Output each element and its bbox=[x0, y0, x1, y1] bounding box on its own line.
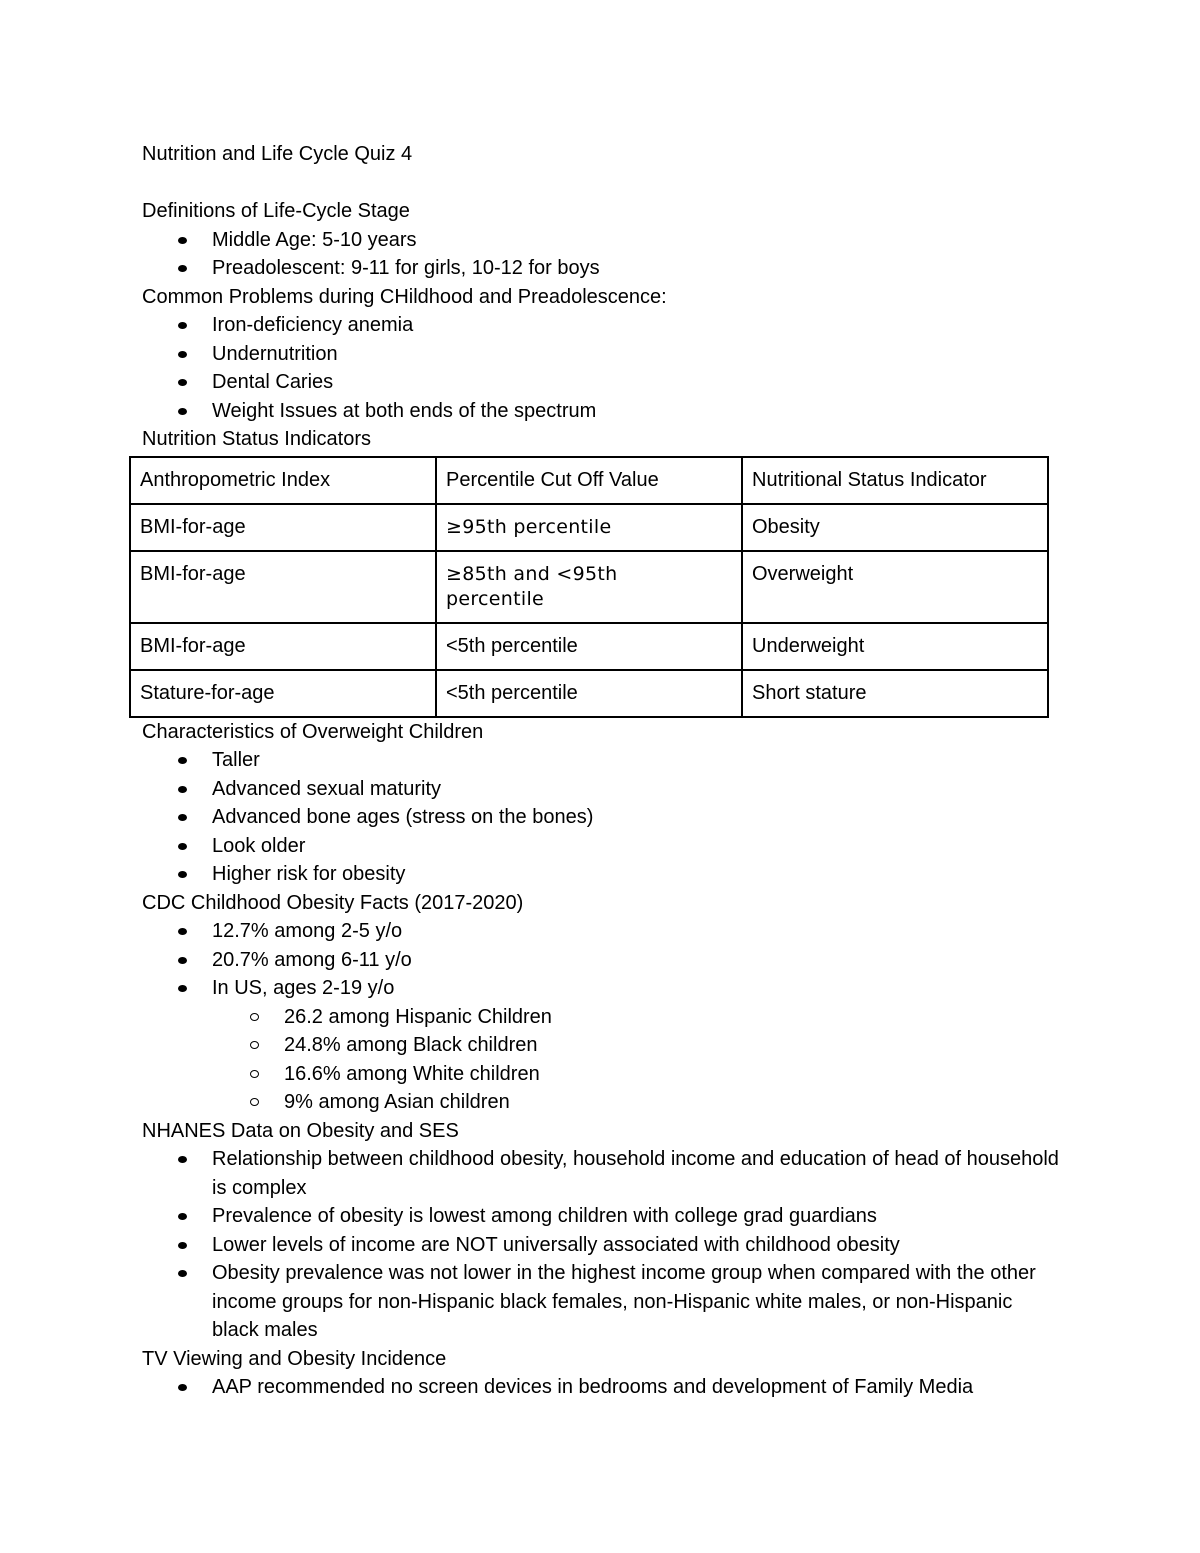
blank-line bbox=[142, 169, 1062, 198]
list-item: Look older bbox=[142, 832, 1062, 861]
bullet-icon bbox=[178, 265, 187, 272]
hollow-bullet-icon bbox=[250, 1098, 259, 1106]
tv-viewing-list bbox=[142, 1373, 1062, 1402]
list-item: Advanced bone ages (stress on the bones) bbox=[142, 803, 1062, 832]
table-cell: ≥85th and <95th percentile bbox=[436, 551, 742, 623]
cdc-facts-sublist bbox=[212, 1003, 1062, 1117]
list-item: Obesity prevalence was not lower in the highest income group when compared with the other income groups for non-Hispanic black females, non-Hispanic white males, or non-Hispanic black males bbox=[142, 1259, 1062, 1345]
bullet-icon bbox=[178, 985, 187, 992]
list-item: Dental Caries bbox=[142, 368, 1062, 397]
common-problems-list bbox=[142, 311, 1062, 425]
list-item: 12.7% among 2-5 y/o bbox=[142, 917, 1062, 946]
table-cell: Obesity bbox=[742, 504, 1048, 551]
table-row bbox=[130, 670, 1048, 717]
table-row bbox=[130, 504, 1048, 551]
list-item: Iron-deficiency anemia bbox=[142, 311, 1062, 340]
section-heading-overweight-characteristics: Characteristics of Overweight Children bbox=[142, 720, 484, 743]
bullet-icon bbox=[178, 351, 187, 358]
table-cell: Overweight bbox=[742, 551, 1048, 623]
list-item: Undernutrition bbox=[142, 340, 1062, 369]
table-header-cell: Percentile Cut Off Value bbox=[436, 457, 742, 504]
bullet-icon bbox=[178, 814, 187, 821]
bullet-icon bbox=[178, 1270, 187, 1277]
bullet-icon bbox=[178, 957, 187, 964]
table-cell: BMI-for-age bbox=[130, 623, 436, 670]
table-header-row bbox=[130, 457, 1048, 504]
hollow-bullet-icon bbox=[250, 1070, 259, 1078]
list-item: In US, ages 2-19 y/o 26.2 among Hispanic Children 24.8% among Black children 16.6% among White children 9% among Asian children bbox=[142, 974, 1062, 1117]
hollow-bullet-icon bbox=[250, 1013, 259, 1021]
section-heading-common-problems: Common Problems during CHildhood and Preadolescence: bbox=[142, 285, 667, 308]
table-cell: BMI-for-age bbox=[130, 504, 436, 551]
bullet-icon bbox=[178, 928, 187, 935]
bullet-icon bbox=[178, 786, 187, 793]
nhanes-list bbox=[142, 1145, 1062, 1345]
bullet-icon bbox=[178, 1156, 187, 1163]
overweight-characteristics-list bbox=[142, 746, 1062, 889]
bullet-icon bbox=[178, 871, 187, 878]
list-item: Advanced sexual maturity bbox=[142, 775, 1062, 804]
cdc-facts-list bbox=[142, 917, 1062, 1117]
definitions-list bbox=[142, 226, 1062, 283]
sublist-item: 16.6% among White children bbox=[142, 1060, 1062, 1089]
table-cell: <5th percentile bbox=[436, 670, 742, 717]
table-cell: BMI-for-age bbox=[130, 551, 436, 623]
list-item: Relationship between childhood obesity, household income and education of head of household is complex bbox=[142, 1145, 1062, 1202]
document-title: Nutrition and Life Cycle Quiz 4 bbox=[142, 143, 413, 165]
section-heading-nhanes: NHANES Data on Obesity and SES bbox=[142, 1119, 459, 1142]
list-item: AAP recommended no screen devices in bedrooms and development of Family Media bbox=[142, 1373, 1062, 1402]
table-row bbox=[130, 551, 1048, 623]
document-content bbox=[142, 140, 1062, 1402]
list-item: Higher risk for obesity bbox=[142, 860, 1062, 889]
sublist-item: 9% among Asian children bbox=[142, 1088, 1062, 1117]
hollow-bullet-icon bbox=[250, 1041, 259, 1049]
bullet-icon bbox=[178, 757, 187, 764]
bullet-icon bbox=[178, 1242, 187, 1249]
bullet-icon bbox=[178, 1384, 187, 1391]
table-cell: <5th percentile bbox=[436, 623, 742, 670]
sublist-item: 24.8% among Black children bbox=[142, 1031, 1062, 1060]
list-item: Prevalence of obesity is lowest among children with college grad guardians bbox=[142, 1202, 1062, 1231]
table-cell: Underweight bbox=[742, 623, 1048, 670]
table-header-cell: Nutritional Status Indicator bbox=[742, 457, 1048, 504]
section-heading-tv-viewing: TV Viewing and Obesity Incidence bbox=[142, 1347, 447, 1370]
table-cell: Stature-for-age bbox=[130, 670, 436, 717]
list-item: Taller bbox=[142, 746, 1062, 775]
list-item: Middle Age: 5-10 years bbox=[142, 226, 1062, 255]
list-item: Lower levels of income are NOT universally associated with childhood obesity bbox=[142, 1231, 1062, 1260]
table-row bbox=[130, 623, 1048, 670]
bullet-icon bbox=[178, 322, 187, 329]
section-heading-nutrition-status: Nutrition Status Indicators bbox=[142, 428, 371, 450]
section-heading-cdc-facts: CDC Childhood Obesity Facts (2017-2020) bbox=[142, 891, 524, 914]
sublist-item: 26.2 among Hispanic Children bbox=[142, 1003, 1062, 1032]
table-cell: ≥95th percentile bbox=[436, 504, 742, 551]
nutrition-status-table-wrap bbox=[129, 456, 1062, 718]
list-item: 20.7% among 6-11 y/o bbox=[142, 946, 1062, 975]
bullet-icon bbox=[178, 408, 187, 415]
table-cell: Short stature bbox=[742, 670, 1048, 717]
list-item: Weight Issues at both ends of the spectrum bbox=[142, 397, 1062, 426]
bullet-icon bbox=[178, 237, 187, 244]
section-heading-definitions: Definitions of Life-Cycle Stage bbox=[142, 200, 410, 222]
bullet-icon bbox=[178, 843, 187, 850]
bullet-icon bbox=[178, 1213, 187, 1220]
bullet-icon bbox=[178, 379, 187, 386]
list-item: Preadolescent: 9-11 for girls, 10-12 for boys bbox=[142, 254, 1062, 283]
table-header-cell: Anthropometric Index bbox=[130, 457, 436, 504]
nutrition-status-table bbox=[129, 456, 1049, 718]
